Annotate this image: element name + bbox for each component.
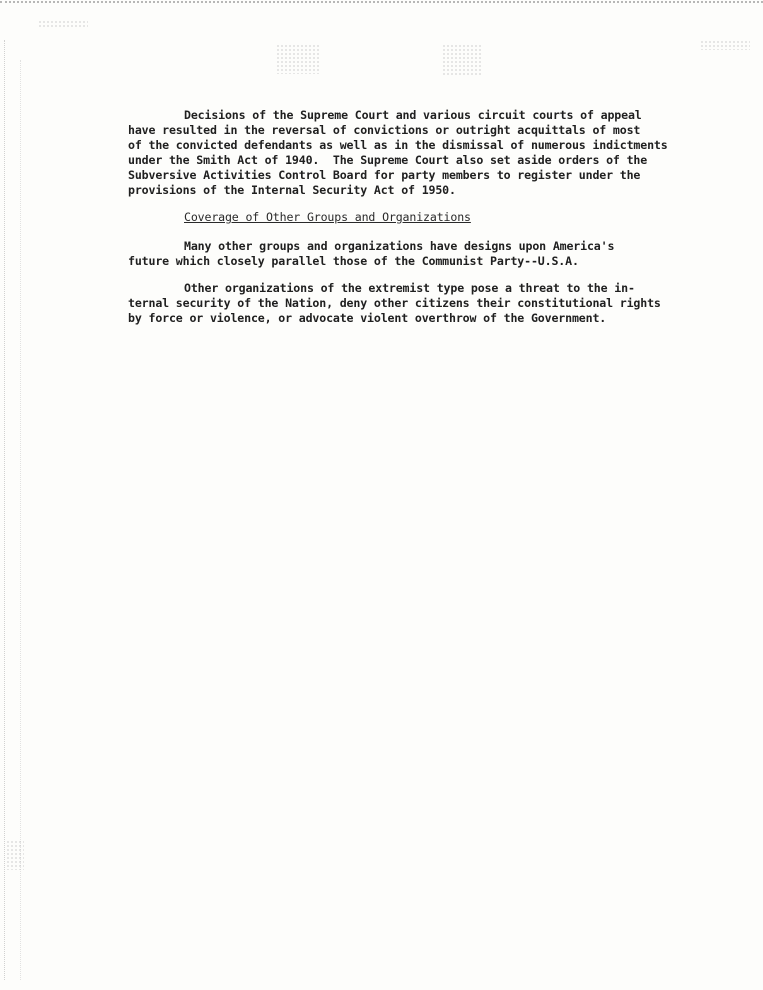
text-line: Many other groups and organizations have designs upon America's <box>184 239 615 253</box>
paragraph-extremist-organizations <box>128 281 708 326</box>
text-line: future which closely parallel those of the Communist Party--U.S.A. <box>128 254 579 268</box>
text-line: have resulted in the reversal of convictions or outright acquittals of most <box>128 123 641 137</box>
paragraph-court-decisions <box>128 108 708 198</box>
scan-top-border <box>0 1 763 6</box>
text-line: by force or violence, or advocate violent overthrow of the Government. <box>128 311 607 325</box>
text-line: ternal security of the Nation, deny other citizens their constitutional rights <box>128 296 661 310</box>
paragraph-other-groups <box>128 239 708 269</box>
text-line: Subversive Activities Control Board for party members to register under the <box>128 168 641 182</box>
scan-left-edge <box>4 40 7 980</box>
scan-smudge-left <box>276 44 320 74</box>
text-line: provisions of the Internal Security Act of 1950. <box>128 183 456 197</box>
scan-smudge-right <box>442 44 482 76</box>
scan-smudge-top-left <box>38 20 88 28</box>
document-body <box>128 108 708 338</box>
text-line: of the convicted defendants as well as in the dismissal of numerous indictments <box>128 138 668 152</box>
section-heading: Coverage of Other Groups and Organizations <box>184 210 471 224</box>
text-line: Other organizations of the extremist type pose a threat to the in- <box>184 281 635 295</box>
scan-smudge-top-right <box>700 40 750 50</box>
text-line: Decisions of the Supreme Court and various circuit courts of appeal <box>184 108 642 122</box>
scan-smudge-edge-bottom <box>6 840 24 870</box>
text-line: under the Smith Act of 1940. The Supreme Court also set aside orders of the <box>128 153 648 167</box>
